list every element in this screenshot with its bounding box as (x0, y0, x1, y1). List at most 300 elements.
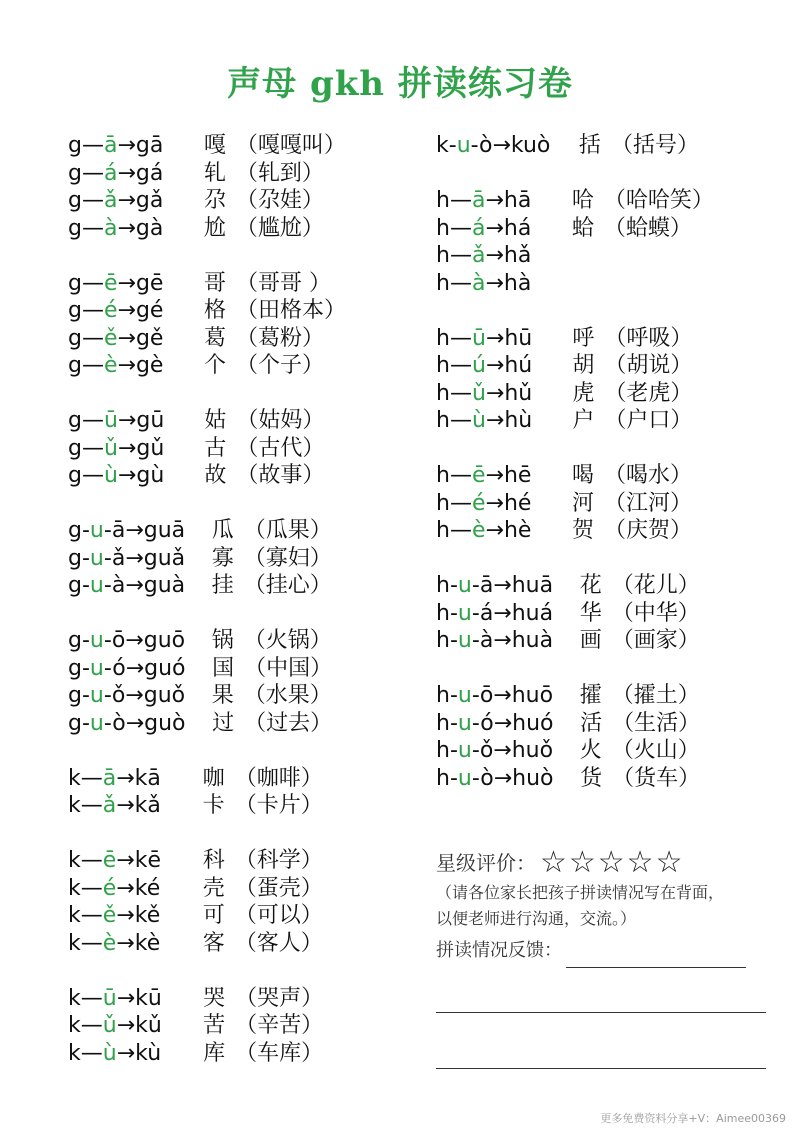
connector-dash: — (80, 793, 103, 818)
initial: h (436, 243, 450, 268)
medial-u: u (457, 628, 472, 653)
connector-dash: — (449, 408, 472, 433)
hanzi-character: 葛 (203, 325, 226, 351)
final-vowel: é (471, 490, 486, 516)
syllable-result: hǔ (504, 380, 533, 406)
pinyin-row (436, 710, 714, 738)
syllable-result: kā (134, 765, 161, 791)
arrow-icon: → (116, 765, 135, 791)
final-vowel: á (471, 215, 486, 241)
initial: k (68, 765, 81, 791)
hyphen: - (81, 573, 90, 598)
example-word: （江河） (603, 490, 692, 516)
hanzi-character: 可 (202, 903, 225, 928)
medial-u: u (89, 683, 104, 708)
syllable-result: hē (503, 463, 532, 488)
pinyin-row (68, 572, 346, 600)
connector-dash: — (80, 903, 103, 928)
left-column (68, 132, 346, 1067)
connector-dash: — (449, 490, 472, 516)
final-vowel: ě (102, 903, 117, 928)
initial: g (68, 353, 82, 378)
connector-dash: — (81, 353, 104, 378)
spelling-parts (436, 682, 512, 710)
final-vowel: ā (111, 518, 126, 543)
hanzi-character: 果 (211, 683, 234, 708)
initial: g (68, 270, 82, 296)
arrow-icon: → (485, 463, 504, 488)
final-vowel: ě (103, 325, 118, 351)
syllable-result: huǒ (511, 738, 554, 763)
connector-dash: — (81, 270, 104, 296)
hanzi-character: 华 (579, 600, 602, 626)
star-rating-icon[interactable]: ☆☆☆☆☆ (540, 845, 685, 880)
initial: h (436, 380, 450, 406)
hyphen: - (103, 545, 112, 571)
feedback-blank-line-3[interactable] (436, 1068, 766, 1069)
final-vowel: è (103, 353, 118, 378)
syllable-result: guó (144, 655, 186, 681)
connector-dash: — (81, 188, 104, 213)
initial: h (436, 518, 450, 543)
connector-dash: — (449, 463, 472, 488)
spelling-parts (436, 737, 512, 765)
pinyin-row (436, 627, 714, 655)
initial: h (436, 490, 450, 516)
hanzi-character: 哈 (571, 188, 594, 213)
pinyin-row (68, 297, 346, 325)
hanzi-character: 括 (578, 133, 601, 158)
final-vowel: ā (103, 133, 118, 158)
group-spacer (436, 160, 714, 188)
connector-dash: — (80, 848, 103, 873)
arrow-icon: → (493, 710, 513, 736)
initial: k (68, 985, 81, 1011)
spelling-parts (436, 352, 504, 380)
spelling-parts (68, 655, 144, 683)
parent-note-line-1: （请各位家长把孩子拼读情况写在背面， (436, 883, 725, 902)
example-word: （哥哥 ） (235, 270, 331, 296)
page-title: 声母 gkh 拼读练习卷 (227, 64, 573, 104)
arrow-icon: → (117, 325, 136, 351)
initial: k (68, 1013, 81, 1038)
initial: k (68, 1040, 81, 1066)
pinyin-row (68, 902, 346, 930)
example-word: （过去） (244, 710, 333, 736)
arrow-icon: → (125, 518, 144, 543)
feedback-blank-line[interactable] (566, 949, 746, 968)
syllable-result: hú (504, 353, 533, 378)
medial-u: u (89, 710, 104, 736)
final-vowel: ù (103, 463, 118, 488)
final-vowel: ù (102, 1040, 117, 1066)
example-word: （咖啡） (234, 765, 323, 791)
example-word: （个子） (235, 353, 324, 378)
example-word: （尴尬） (235, 215, 324, 241)
hyphen: - (470, 133, 480, 158)
final-vowel: ū (103, 408, 118, 433)
example-word: （中国） (244, 655, 333, 681)
final-vowel: à (103, 215, 118, 241)
hanzi-character: 国 (212, 655, 235, 681)
syllable-result: gē (135, 270, 164, 296)
hanzi-character: 卡 (202, 793, 225, 818)
arrow-icon: → (116, 1040, 136, 1066)
hanzi-character: 故 (204, 463, 227, 488)
group-spacer (68, 820, 346, 848)
spelling-parts (68, 682, 144, 710)
spelling-parts (68, 627, 144, 655)
pinyin-row (436, 187, 714, 215)
arrow-icon: → (117, 160, 136, 186)
arrow-icon: → (117, 353, 136, 378)
final-vowel: è (102, 930, 117, 956)
hyphen: - (449, 600, 458, 626)
syllable-result: ké (134, 875, 161, 901)
pinyin-row (436, 215, 714, 243)
group-spacer (68, 957, 346, 985)
example-word: （瓜果） (243, 518, 332, 543)
final-vowel: ò (479, 133, 493, 158)
spelling-parts (68, 325, 136, 353)
spelling-parts (68, 132, 136, 160)
pinyin-row (68, 545, 346, 573)
initial: g (68, 435, 82, 461)
syllable-result: kù (135, 1040, 162, 1066)
hyphen: - (103, 573, 112, 598)
final-vowel: ō (479, 683, 494, 708)
final-vowel: ó (112, 655, 126, 681)
hyphen: - (449, 710, 458, 736)
final-vowel: ǔ (471, 380, 486, 406)
syllable-result: gà (135, 215, 164, 241)
final-vowel: á (479, 600, 494, 626)
spelling-parts (436, 627, 512, 655)
example-word: （葛粉） (235, 325, 324, 351)
hanzi-character: 哭 (203, 985, 226, 1011)
spelling-parts (436, 462, 504, 490)
hyphen: - (81, 545, 90, 571)
pinyin-row (436, 270, 714, 298)
pinyin-row (436, 737, 714, 765)
hanzi-character: 壳 (202, 875, 225, 901)
spelling-parts (436, 380, 504, 408)
pinyin-row (436, 490, 714, 518)
example-word: （蛋壳） (234, 875, 323, 901)
final-vowel: ō (111, 628, 126, 653)
hyphen: - (81, 518, 90, 543)
final-vowel: ú (471, 353, 486, 378)
pinyin-row (68, 517, 346, 545)
final-vowel: ǎ (111, 545, 126, 571)
spelling-parts (436, 407, 504, 435)
initial: k (68, 930, 81, 956)
arrow-icon: → (116, 930, 135, 956)
connector-dash: — (80, 985, 103, 1011)
connector-dash: — (80, 875, 103, 901)
hanzi-character: 嘎 (203, 133, 226, 158)
spelling-parts (436, 242, 504, 270)
hyphen: - (103, 710, 113, 736)
spelling-parts (436, 187, 504, 215)
syllable-result: hà (503, 270, 532, 296)
medial-u: u (89, 628, 104, 653)
spelling-parts (68, 187, 136, 215)
hanzi-character: 寡 (211, 545, 234, 571)
example-word: （括号） (610, 133, 699, 158)
hanzi-character: 苦 (203, 1013, 226, 1038)
watermark: 更多免费资料分享+V：Aimee00369 (600, 1112, 786, 1125)
example-word: （火锅） (243, 628, 332, 653)
pinyin-row (436, 765, 714, 793)
hanzi-character: 客 (202, 930, 225, 956)
example-word: （车库） (235, 1040, 324, 1066)
medial-u: u (457, 765, 472, 791)
connector-dash: — (80, 765, 103, 791)
hyphen: - (471, 710, 481, 736)
hyphen: - (471, 683, 480, 708)
initial: g (68, 518, 82, 543)
arrow-icon: → (117, 270, 136, 296)
syllable-result: gá (135, 160, 164, 186)
group-spacer (68, 490, 346, 518)
arrow-icon: → (116, 1013, 136, 1038)
medial-u: u (456, 133, 471, 158)
initial: h (436, 325, 450, 351)
initial: h (436, 683, 450, 708)
syllable-result: gè (135, 353, 164, 378)
spelling-parts (68, 1040, 135, 1068)
initial: h (436, 765, 450, 791)
hyphen: - (449, 573, 458, 598)
example-word: （喝水） (603, 463, 692, 488)
arrow-icon: → (492, 133, 511, 158)
spelling-parts (436, 270, 504, 298)
connector-dash: — (80, 1013, 103, 1038)
group-spacer (68, 380, 346, 408)
initial: k (436, 133, 449, 158)
group-spacer (436, 545, 714, 573)
initial: h (436, 215, 450, 241)
initial: g (68, 463, 82, 488)
hanzi-character: 蛤 (571, 215, 594, 241)
syllable-result: guò (144, 710, 186, 736)
hanzi-character: 货 (580, 765, 603, 791)
connector-dash: — (449, 325, 472, 351)
pinyin-row (436, 325, 714, 353)
final-vowel: ǎ (471, 243, 486, 268)
syllable-result: huà (511, 628, 554, 653)
medial-u: u (457, 573, 472, 598)
group-spacer (68, 242, 346, 270)
syllable-result: kuò (510, 133, 551, 158)
hyphen: - (103, 683, 112, 708)
final-vowel: ē (471, 463, 486, 488)
arrow-icon: → (125, 545, 144, 571)
final-vowel: ē (102, 848, 117, 873)
syllable-result: guǎ (143, 545, 186, 571)
hyphen: - (449, 683, 458, 708)
pinyin-row (68, 160, 346, 188)
initial: g (68, 188, 82, 213)
hanzi-character: 虎 (572, 380, 595, 406)
arrow-icon: → (125, 710, 145, 736)
initial: g (68, 710, 82, 736)
hanzi-character: 过 (212, 710, 235, 736)
syllable-result: hé (503, 490, 532, 516)
syllable-result: gé (135, 298, 164, 323)
pinyin-row (68, 1040, 346, 1068)
connector-dash: — (81, 325, 104, 351)
hyphen: - (449, 765, 458, 791)
connector-dash: — (80, 1040, 103, 1066)
pinyin-row (436, 517, 714, 545)
spelling-parts (68, 930, 135, 958)
final-vowel: ǒ (479, 738, 494, 763)
pinyin-row (68, 875, 346, 903)
arrow-icon: → (116, 875, 135, 901)
hyphen: - (471, 573, 480, 598)
hanzi-character: 古 (204, 435, 227, 461)
spelling-parts (68, 352, 136, 380)
feedback-label: 拼读情况反馈： (436, 940, 562, 961)
syllable-result: huā (511, 573, 554, 598)
example-word: （古代） (236, 435, 325, 461)
pinyin-row (436, 352, 714, 380)
initial: h (436, 353, 450, 378)
initial: g (68, 298, 82, 323)
final-vowel: ǔ (103, 435, 118, 461)
final-vowel: ū (471, 325, 486, 351)
example-word: （嘎嘎叫） (235, 133, 346, 158)
arrow-icon: → (117, 215, 136, 241)
hanzi-character: 户 (572, 408, 595, 433)
connector-dash: — (81, 463, 104, 488)
syllable-result: guǒ (143, 683, 186, 708)
syllable-result: gā (135, 133, 164, 158)
syllable-result: guà (143, 573, 186, 598)
hanzi-character: 尕 (203, 188, 226, 213)
pinyin-row (68, 215, 346, 243)
syllable-result: kǔ (135, 1013, 162, 1038)
final-vowel: ò (112, 710, 126, 736)
spelling-parts (436, 132, 511, 160)
arrow-icon: → (493, 573, 512, 598)
connector-dash: — (449, 380, 472, 406)
medial-u: u (89, 518, 104, 543)
arrow-icon: → (485, 215, 504, 241)
pinyin-row (68, 710, 346, 738)
arrow-icon: → (493, 738, 512, 763)
syllable-result: gǔ (136, 435, 165, 461)
group-spacer (436, 655, 714, 683)
example-word: （呼吸） (604, 325, 693, 351)
final-vowel: à (479, 628, 494, 653)
spelling-parts (436, 572, 512, 600)
initial: g (68, 133, 82, 158)
spelling-parts (68, 545, 144, 573)
syllable-result: guā (143, 518, 186, 543)
syllable-result: hè (503, 518, 532, 543)
arrow-icon: → (125, 573, 144, 598)
hanzi-character: 科 (202, 848, 225, 873)
initial: h (436, 628, 450, 653)
hyphen: - (103, 628, 112, 653)
hanzi-character: 轧 (203, 160, 226, 186)
initial: k (68, 793, 81, 818)
spelling-parts (436, 517, 504, 545)
hanzi-character: 活 (580, 710, 603, 736)
spelling-parts (68, 297, 136, 325)
arrow-icon: → (116, 793, 135, 818)
hyphen: - (448, 133, 457, 158)
arrow-icon: → (125, 628, 144, 653)
syllable-result: huó (512, 710, 554, 736)
arrow-icon: → (117, 408, 137, 433)
pinyin-row (68, 270, 346, 298)
pinyin-row (68, 985, 346, 1013)
pinyin-row (68, 132, 346, 160)
example-word: （卡片） (234, 793, 323, 818)
arrow-icon: → (485, 408, 505, 433)
example-word: （水果） (243, 683, 332, 708)
final-vowel: ò (480, 765, 494, 791)
feedback-blank-line-2[interactable] (436, 1012, 766, 1013)
pinyin-row (436, 462, 714, 490)
final-vowel: é (103, 298, 118, 323)
example-word: （故事） (236, 463, 325, 488)
example-word: （花儿） (611, 573, 700, 598)
arrow-icon: → (485, 325, 505, 351)
hanzi-character: 瓜 (211, 518, 234, 543)
syllable-result: kǎ (134, 793, 161, 818)
hyphen: - (81, 628, 90, 653)
hanzi-character: 河 (571, 490, 594, 516)
connector-dash: — (449, 518, 472, 543)
final-vowel: ā (471, 188, 486, 213)
hanzi-character: 姑 (204, 408, 227, 433)
hanzi-character: 攉 (579, 683, 602, 708)
example-word: （可以） (234, 903, 323, 928)
hyphen: - (471, 738, 480, 763)
hanzi-character: 咖 (202, 765, 225, 791)
pinyin-row (436, 682, 714, 710)
connector-dash: — (449, 353, 472, 378)
group-spacer (436, 435, 714, 463)
hyphen: - (471, 765, 481, 791)
hyphen: - (449, 738, 458, 763)
pinyin-row (68, 1012, 346, 1040)
rating-label: 星级评价： (436, 851, 536, 875)
hanzi-character: 胡 (572, 353, 595, 378)
connector-dash: — (81, 435, 104, 461)
pinyin-row (68, 435, 346, 463)
initial: h (436, 738, 450, 763)
example-word: （哭声） (235, 985, 324, 1011)
spelling-parts (68, 407, 136, 435)
arrow-icon: → (493, 765, 513, 791)
hanzi-character: 喝 (571, 463, 594, 488)
pinyin-row (68, 930, 346, 958)
hanzi-character: 锅 (211, 628, 234, 653)
pinyin-row (436, 600, 714, 628)
hyphen: - (81, 710, 90, 736)
final-vowel: à (111, 573, 126, 598)
example-word: （科学） (234, 848, 323, 873)
spelling-parts (436, 710, 512, 738)
initial: g (68, 215, 82, 241)
spelling-parts (68, 270, 136, 298)
